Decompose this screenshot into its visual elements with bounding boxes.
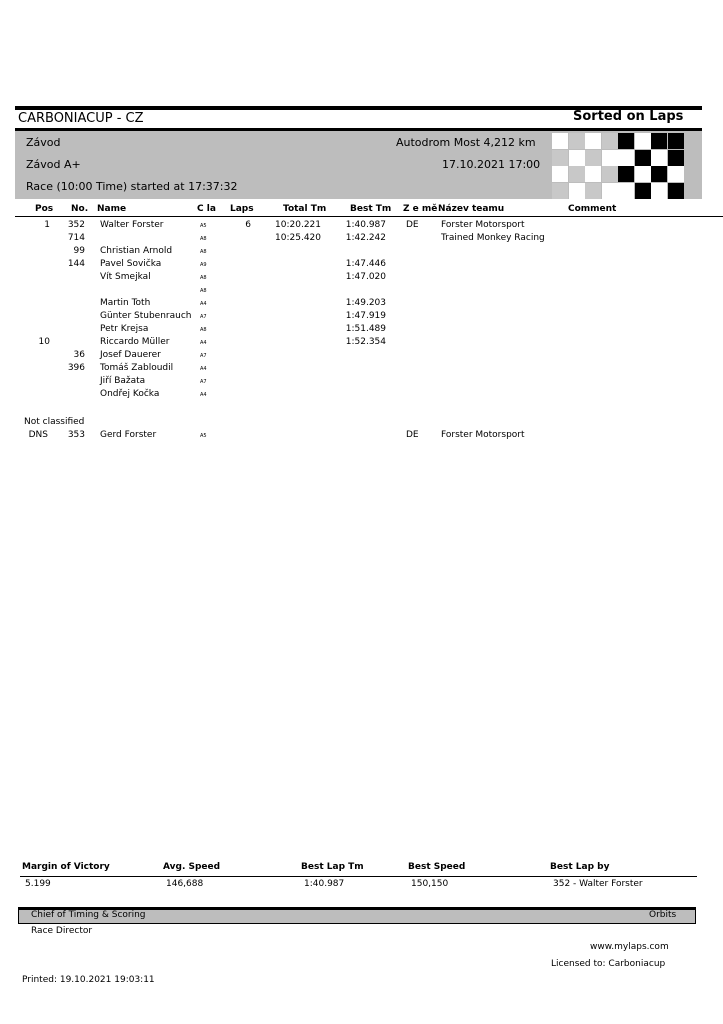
row-best-time: 1:49.203: [345, 298, 386, 308]
nc-team: Forster Motorsport: [441, 430, 525, 440]
row-best-time: 1:42.242: [345, 233, 386, 243]
row-class: A8: [200, 236, 207, 242]
best-speed-label: Best Speed: [408, 862, 466, 872]
row-laps: 6: [245, 220, 251, 230]
row-best-time: 1:47.919: [345, 311, 386, 321]
col-name: Name: [97, 204, 127, 214]
nc-nationality: DE: [406, 430, 419, 440]
row-class: A7: [200, 379, 207, 385]
col-nat: Z e mě: [403, 204, 438, 214]
row-number: 396: [67, 363, 85, 373]
page-title: CARBONIACUP - CZ: [18, 111, 144, 126]
row-class: A8: [200, 275, 207, 281]
nc-number: 353: [67, 430, 85, 440]
col-pos: Pos: [35, 204, 54, 214]
session-name: Závod A+: [26, 158, 81, 171]
row-number: 352: [67, 220, 85, 230]
row-name: Jiří Bažata: [100, 376, 146, 386]
row-team: Trained Monkey Racing: [441, 233, 545, 243]
avg-speed-value: 146,688: [166, 879, 204, 889]
printed-timestamp: Printed: 19.10.2021 19:03:11: [22, 975, 155, 985]
website: www.mylaps.com: [590, 942, 669, 952]
row-class: A7: [200, 314, 207, 320]
row-class: A8: [200, 249, 207, 255]
row-number: 714: [67, 233, 85, 243]
col-class: C la: [197, 204, 216, 214]
col-total: Total Tm: [283, 204, 327, 214]
row-best-time: 1:40.987: [345, 220, 386, 230]
row-name: Walter Forster: [100, 220, 164, 230]
row-class: A4: [200, 340, 207, 346]
row-name: Christian Arnold: [100, 246, 173, 256]
nc-pos: DNS: [28, 430, 48, 440]
col-comment: Comment: [568, 204, 617, 214]
col-laps: Laps: [230, 204, 254, 214]
race-director: Race Director: [31, 926, 93, 936]
row-name: Petr Krejsa: [100, 324, 149, 334]
session-datetime: 17.10.2021 17:00: [442, 158, 541, 171]
row-best-time: 1:47.446: [345, 259, 386, 269]
event-name: Závod: [26, 136, 61, 149]
row-name: Ondřej Kočka: [100, 389, 160, 399]
row-total-time: 10:25.420: [275, 233, 321, 243]
row-number: 36: [73, 350, 85, 360]
col-team: Název teamu: [438, 204, 505, 214]
track-name: Autodrom Most 4,212 km: [396, 136, 536, 149]
row-best-time: 1:47.020: [345, 272, 386, 282]
margin-value: 5.199: [25, 879, 51, 889]
row-name: Martin Toth: [100, 298, 151, 308]
chief-of-timing: Chief of Timing & Scoring: [31, 910, 146, 920]
row-name: Günter Stubenrauch: [100, 311, 192, 321]
row-pos: 1: [44, 220, 50, 230]
col-best: Best Tm: [350, 204, 392, 214]
checkered-flag-logo: [536, 131, 702, 199]
orbits-label: Orbits: [649, 910, 677, 920]
row-name: Vít Smejkal: [100, 272, 151, 282]
row-class: A9: [200, 262, 207, 268]
best-lap-value: 1:40.987: [304, 879, 345, 889]
row-number: 99: [73, 246, 85, 256]
col-no: No.: [71, 204, 89, 214]
race-info: Race (10:00 Time) started at 17:37:32: [26, 180, 238, 193]
row-class: A4: [200, 366, 207, 372]
row-class: A8: [200, 288, 207, 294]
not-classified-label: Not classified: [24, 417, 85, 427]
avg-speed-label: Avg. Speed: [163, 862, 221, 872]
row-nationality: DE: [406, 220, 419, 230]
row-name: Pavel Sovička: [100, 259, 162, 269]
row-best-time: 1:52.354: [345, 337, 386, 347]
row-class: A4: [200, 392, 207, 398]
row-class: A5: [200, 223, 207, 229]
license: Licensed to: Carboniacup: [551, 959, 666, 969]
row-name: Tomáš Zabloudil: [100, 363, 174, 373]
best-lap-by-label: Best Lap by: [550, 862, 610, 872]
best-lap-by-value: 352 - Walter Forster: [553, 879, 643, 889]
row-total-time: 10:20.221: [275, 220, 321, 230]
nc-name: Gerd Forster: [100, 430, 157, 440]
best-lap-label: Best Lap Tm: [301, 862, 364, 872]
margin-label: Margin of Victory: [22, 862, 110, 872]
row-class: A7: [200, 353, 207, 359]
row-number: 144: [67, 259, 85, 269]
row-name: Josef Dauerer: [100, 350, 161, 360]
row-team: Forster Motorsport: [441, 220, 525, 230]
best-speed-value: 150,150: [411, 879, 449, 889]
nc-class: A5: [200, 433, 207, 439]
sort-label: Sorted on Laps: [573, 109, 684, 124]
row-pos: 10: [38, 337, 50, 347]
summary-rule: [20, 876, 697, 877]
row-name: Riccardo Müller: [100, 337, 170, 347]
row-class: A4: [200, 301, 207, 307]
row-best-time: 1:51.489: [345, 324, 386, 334]
column-header-rule: [15, 216, 723, 217]
row-class: A8: [200, 327, 207, 333]
